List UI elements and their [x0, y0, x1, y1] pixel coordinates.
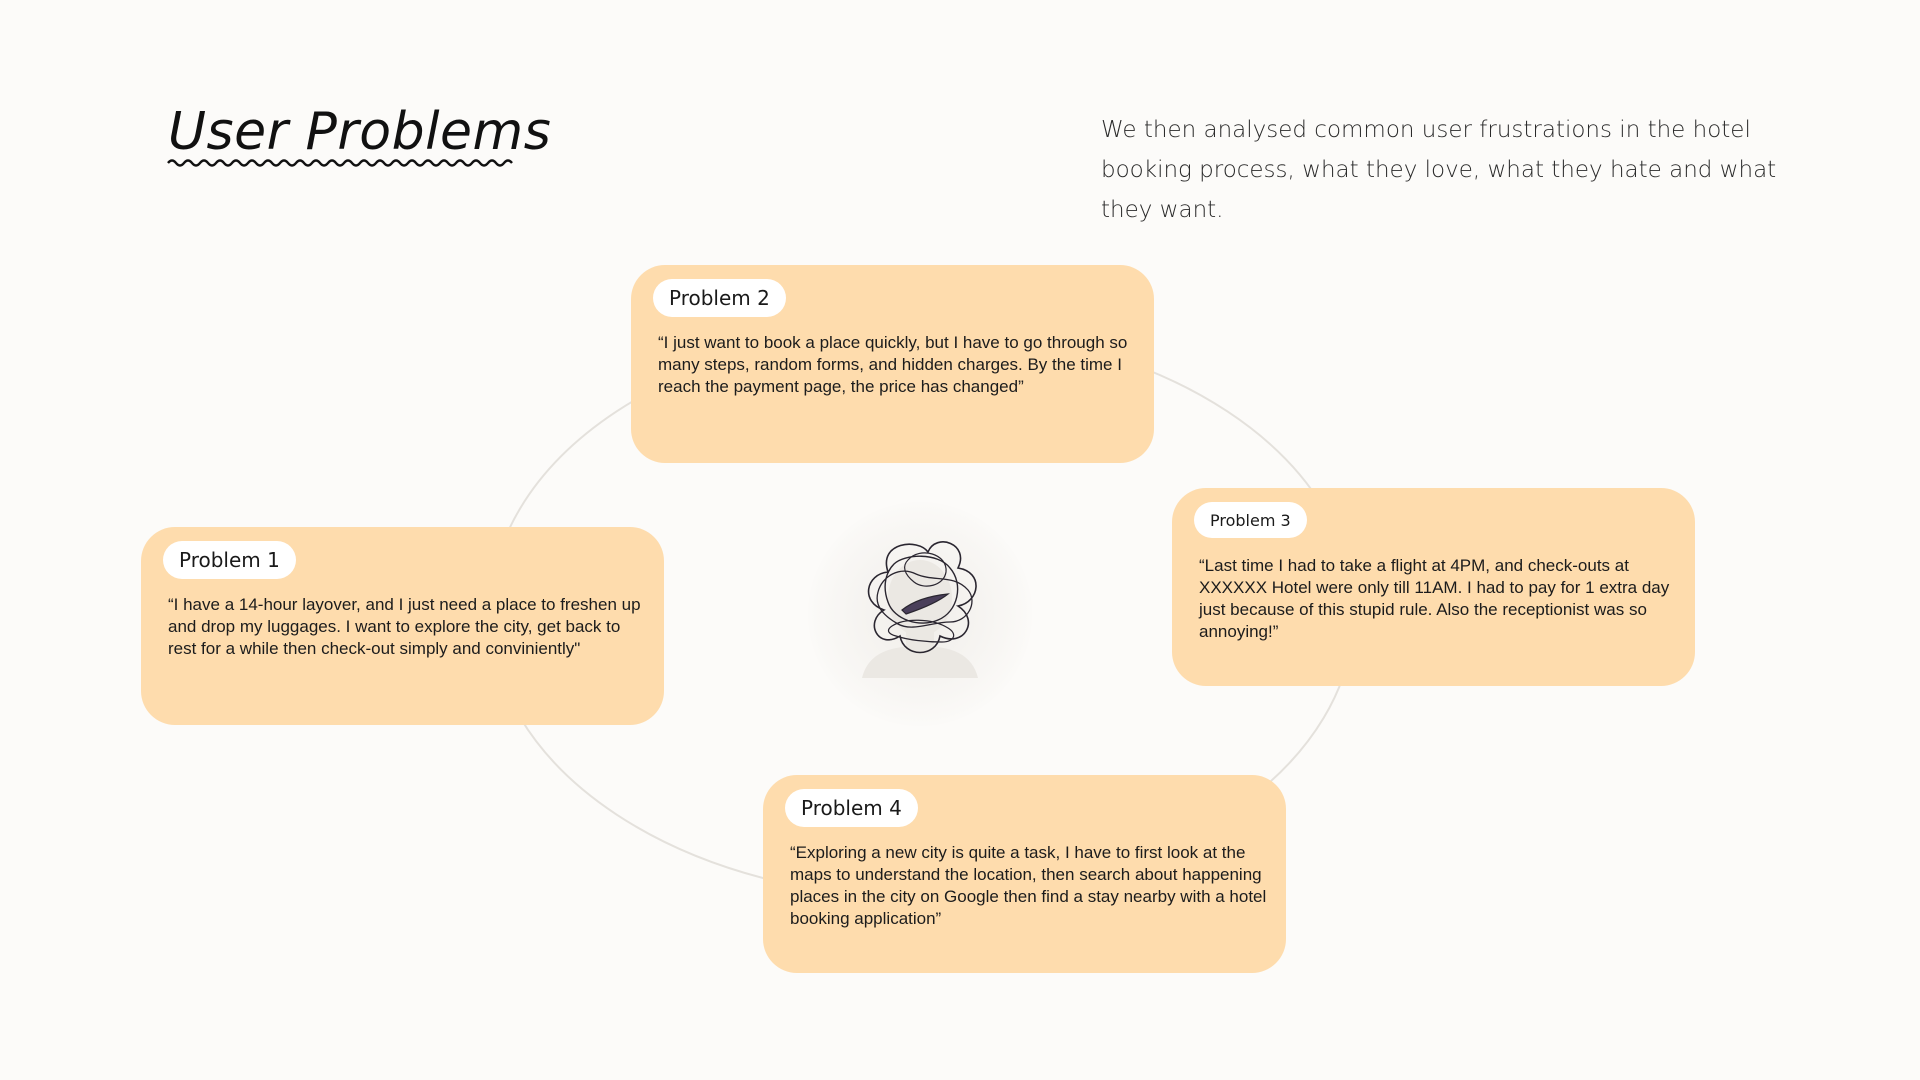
- problem-card-2: [631, 265, 1154, 463]
- problem-quote: “I have a 14-hour layover, and I just need a place to freshen up and drop my luggages. I want to explore the city, get back to rest for a while then check-out simply and conviniently": [168, 595, 641, 658]
- problem-card-1: [141, 527, 664, 725]
- problem-tag: Problem 2: [653, 279, 786, 317]
- problem-card-4: [763, 775, 1286, 973]
- problem-quote: “I just want to book a place quickly, but I have to go through so many steps, random forms, and hidden charges. By the time I reach the payment page, the price has changed”: [658, 333, 1128, 396]
- problem-tag: Problem 1: [163, 541, 296, 579]
- problem-quote: “Last time I had to take a flight at 4PM, and check-outs at XXXXXX Hotel were only till 11AM. I had to pay for 1 extra day just because of this stupid rule. Also the receptionist was so annoying!”: [1199, 556, 1670, 641]
- intro-paragraph: We then analysed common user frustrations in the hotel booking process, what they love, what they hate and what they want.: [1101, 117, 1777, 223]
- page-title: User Problems: [168, 102, 552, 162]
- problem-quote: “Exploring a new city is quite a task, I have to first look at the maps to understand the location, then search about happening places in the city on Google then find a stay nearby with a hotel booking application”: [790, 843, 1267, 928]
- problem-tag: Problem 4: [785, 789, 918, 827]
- confused-person-scribble-icon: [808, 502, 1032, 726]
- problem-card-3: [1172, 488, 1695, 686]
- problem-tag: Problem 3: [1194, 502, 1307, 538]
